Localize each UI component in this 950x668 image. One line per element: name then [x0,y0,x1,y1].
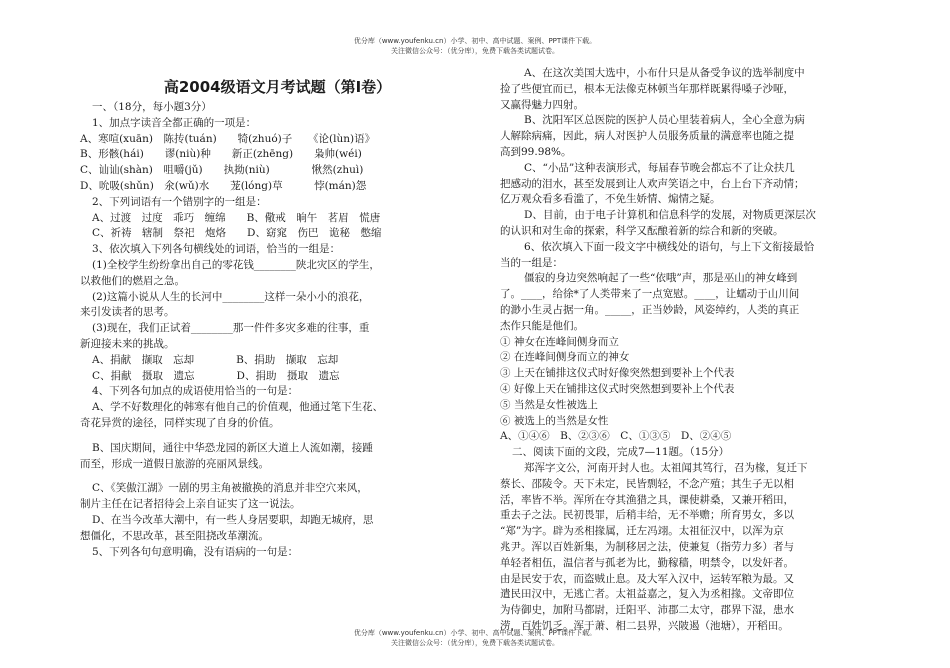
question-5: 5、下列各句句意明确，没有语病的一句是： [92,545,299,558]
q4-option-a-cont: 奇花异赏的途径，同样实现了自身的价值。 [80,416,280,429]
question-2: 2、下列词语有一个错别字的一组是： [92,195,267,208]
passage-line-1: 郑浑字文公，河南开封人也。太祖闻其笃行，召为椽，复迁下 [524,461,808,474]
question-6-cont: 当的一组是： [500,256,563,269]
header-line-2: 关注微信公众号：（优分库），免费下载各类试题试卷。 [391,47,559,55]
q1-option-c: C、讪讪(shàn) 咀嚼(jǔ) 执拗(niù) 愀然(zhuì) [80,164,364,177]
footer-line-1: 优分库（www.youfenku.cn）小学、初中、高中试题、案例、PPT课件下载。 [353,629,597,637]
q6-passage-3: 的渺小生灵占据一角。_____，正当妙龄，风姿绰约，人类的真正 [500,303,800,316]
q5-option-b-cont2: 高到99.98%。 [500,145,572,158]
q1-option-a: A、寒喧(xuān) 陈抟(tuán) 犄(zhuó)子 《论(lùn)语》 [80,132,376,145]
q6-passage-4: 杰作只能是他们。 [500,319,584,332]
q3-sentence-2-cont: 来引发读者的思考。 [80,306,175,319]
q5-option-a-cont2: 又赢得魅力四射。 [500,98,584,111]
q4-option-d-cont: 想僵化，不思改革，甚至阻挠改革潮流。 [80,529,269,542]
question-4: 4、下列各句加点的成语使用恰当的一句是： [92,385,299,398]
q6-passage-2: 了。____，给徐*了人类带来了一点宽慰。____，让蠕动于山川间 [500,288,800,301]
passage-line-11: 涝，百姓饥乏。浑于萧、相二县界，兴陂遏（池塘），开稻田。 [500,619,789,632]
q6-passage: 僵寂的身边突然响起了一些“依哦”声，那是巫山的神女峰到 [524,272,798,285]
passage-line-9: 遣民田汉中，无逃亡者。太祖益嘉之，复入为丞相掾。文帝即位 [500,588,794,601]
q3-sentence-1-cont: 以救他们的燃眉之急。 [80,274,185,287]
q1-option-d: D、吮吸(shǔn) 氽(wǔ)水 茏(lóng)草 悖(mán)怨 [80,179,367,192]
q6-choice-4: ④ 好像上天在铺排这仪式时突然想到要补上个代表 [500,382,735,395]
q2-options-ab: A、过渡 过度 乖巧 缠绵 B、儆戒 晌午 茗眉 慌唐 [92,211,381,224]
passage-line-2: 蔡长、邵陵令。天下未定，民皆剽轻，不念产殖；其生子无以相 [500,477,794,490]
q5-option-b-cont: 人解除病痛，因此，病人对医护人员服务质量的满意率也随之提 [500,130,794,143]
question-6: 6、依次填入下面一段文字中横线处的语句，与上下文衔接最恰 [524,240,815,253]
q4-option-c-cont: 制片主任在记者招待会上亲自证实了这一说法。 [80,498,301,511]
q5-option-a-cont: 捡了些便宜而已，根本无法像克林顿当年那样既累得嗓子沙哑， [500,82,794,95]
q5-option-a: A、在这次美国大选中，小布什只是从备受争议的选举制度中 [524,67,805,79]
q6-choice-3: ③ 上天在铺排这仪式时好像突然想到要补上个代表 [500,367,735,380]
question-3: 3、依次填入下列各句横线处的词语，恰当的一组是： [92,243,341,256]
passage-line-3: 活，率皆不举。浑所在夺其渔猎之具，课使耕桑，又兼开稻田， [500,493,794,506]
passage-line-5: “郑”为字。辟为丞相掾属，迁左冯翊。太祖征汉中，以浑为京 [500,525,784,538]
passage-line-7: 单轻者相伍，温信者与孤老为比，勤稼穑，明禁令，以发奸者。 [500,556,794,569]
q5-option-c: C、“小品”这种表演形式，每届春节晚会都忘不了让众扶几 [524,161,795,174]
q6-choice-6: ⑥ 被选上的当然是女性 [500,414,609,427]
passage-line-4: 重去子之法。民初畏罪，后稍丰给，无不举赡；所育男女，多以 [500,509,794,522]
q1-option-b: B、形骸(hái) 谬(niù)种 新正(zhēng) 枭帅(wéi) [80,148,362,161]
header-line-1: 优分库（www.youfenku.cn）小学、初中、高中试题、案例、PPT课件下载。 [353,37,597,45]
q4-option-b-cont: 而至，形成一道假日旅游的亮丽风景线。 [80,457,269,470]
passage-line-8: 由是民安于农，而盗贼止息。及大军入汉中，运转军粮为最。又 [500,572,794,585]
q4-option-a: A、学不好数理化的韩寒有他自己的价值观，他通过笔下生花、 [92,401,384,414]
q6-choice-2: ② 在连峰间侧身而立的神女 [500,351,630,364]
q5-option-b: B、沈阳军区总医院的医护人员心里装着病人，全心全意为病 [524,114,805,127]
section-heading: 一、（18分，每小题3分） [92,101,212,113]
q3-sentence-2: (2)这篇小说从人生的长河中________这样一朵小小的浪花， [92,290,370,303]
q3-options-cd: C、捐献 摄取 遗忘 D、捐助 摄取 遗忘 [92,369,340,382]
q4-option-b: B、国庆期间，通往中华恐龙园的新区大道上人流如潮，接踵 [92,441,373,454]
q2-options-cd: C、祈祷 辖制 祭祀 炮烙 D、窈窕 伤巴 诡秘 憋缩 [92,227,382,240]
q3-sentence-3-cont: 新迎接未来的挑战。 [80,337,175,350]
q6-options: A、①④⑥ B、②③⑥ C、①③⑤ D、②④⑤ [500,430,732,443]
q3-options-ab: A、捐献 撷取 忘却 B、捐助 撷取 忘却 [92,353,339,366]
q3-sentence-1: (1)全校学生纷纷拿出自己的零花钱________陕北灾区的学生， [92,258,380,271]
exam-title: 高2004级语文月考试题（第Ⅰ卷） [163,78,392,96]
q5-option-d: D、目前，由于电子计算机和信息科学的发展，对物质更深层次 [524,209,816,222]
question-1: 1、加点字读音全都正确的一项是： [92,116,257,129]
passage-line-10: 为侍御史，加附马都尉，迁阳平、沛郡二太守，郡界下湿，患水 [500,604,794,617]
q5-option-d-cont: 的认识和对生命的探索，科学又酝酿着新的综合和新的突破。 [500,224,784,237]
passage-line-6: 兆尹。浑以百姓新集，为制移居之法，使兼复（指劳力多）者与 [500,540,794,553]
left-column [80,76,475,560]
q4-option-c: C、《笑傲江湖》一剧的男主角被撤换的消息并非空穴来风， [92,482,368,495]
q6-choice-1: ① 神女在连峰间侧身而立 [500,335,619,348]
q6-choice-5: ⑤ 当然是女性被选上 [500,398,598,411]
right-column [500,66,880,635]
section-2-heading: 二、阅读下面的文段，完成7—11题。（15分） [512,446,730,459]
q4-option-d: D、在当今改革大潮中，有一些人身居要职，却跑无城府，思 [92,513,374,526]
footer-line-2: 关注微信公众号：（优分库），免费下载各类试题试卷。 [391,639,559,647]
page-header [0,36,950,56]
page-footer [0,628,950,648]
q5-option-c-cont2: 亿万观众看多看滥了，不免生娇情、煽情之疑。 [500,193,721,206]
q5-option-c-cont: 把感动的泪水，甚至发展到让人欢声笑语之中，台上台下齐动情； [500,177,805,190]
q3-sentence-3: (3)现在，我们正试着________那一件件多灾多难的往事，重 [92,322,370,335]
